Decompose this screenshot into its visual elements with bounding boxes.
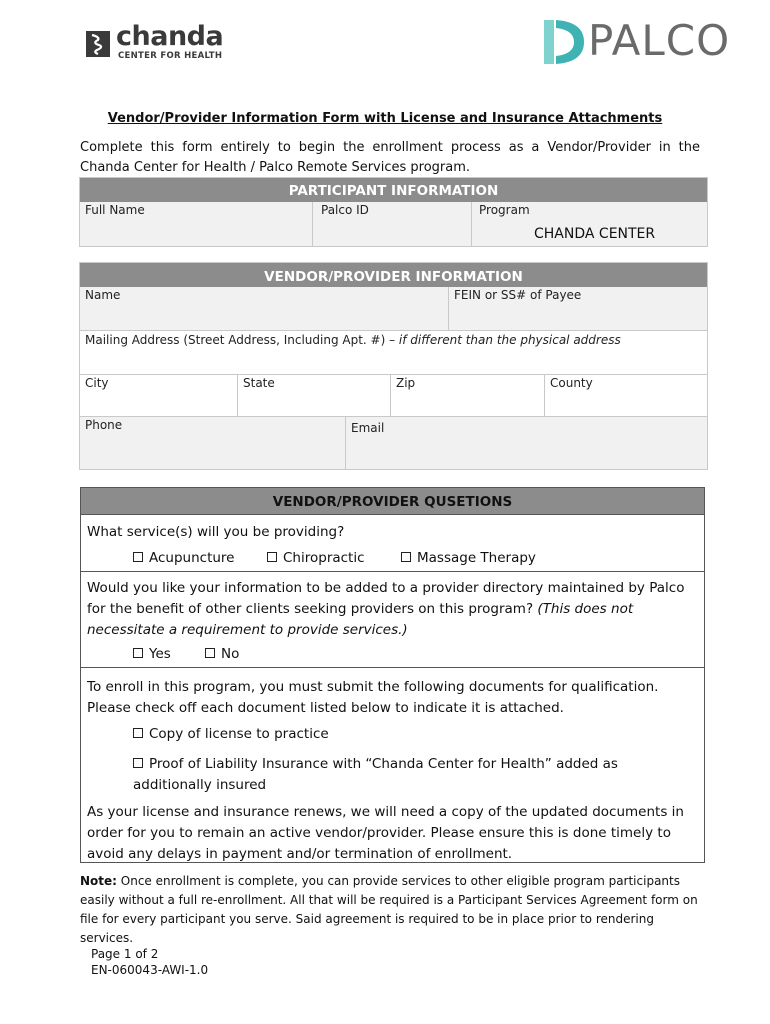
document-code: EN-060043-AWI-1.0 (91, 963, 209, 977)
county-label: County (550, 376, 593, 390)
checkbox-icon (205, 648, 215, 658)
vendor-name-label: Name (85, 288, 121, 302)
vendor-info-header: VENDOR/PROVIDER INFORMATION (80, 263, 707, 287)
chiropractic-checkbox[interactable]: Chiropractic (267, 550, 365, 566)
vendor-questions-header: VENDOR/PROVIDER QUSETIONS (81, 488, 704, 515)
documents-intro: To enroll in this program, you must submit the following documents for qualification. Please check off each document listed below to indicate it is attached. (87, 679, 659, 716)
chanda-spine-icon (86, 31, 110, 57)
palco-logo (540, 16, 740, 68)
city-label: City (85, 376, 109, 390)
palco-id-label: Palco ID (321, 203, 369, 217)
mailing-address-note: if different than the physical address (398, 333, 621, 347)
checkbox-icon (133, 758, 143, 768)
city-field[interactable] (80, 375, 238, 417)
mailing-address-field[interactable] (80, 331, 707, 375)
massage-therapy-checkbox[interactable]: Massage Therapy (401, 550, 536, 566)
vendor-name-field[interactable] (80, 287, 449, 331)
program-field[interactable] (472, 202, 707, 247)
program-label: Program (479, 203, 530, 217)
checkbox-icon (133, 552, 143, 562)
fein-field[interactable] (449, 287, 707, 331)
palco-id-field[interactable] (313, 202, 472, 247)
note-paragraph (80, 872, 706, 948)
vendor-questions-box (80, 487, 705, 863)
full-name-field[interactable] (80, 202, 313, 247)
checkbox-icon (267, 552, 277, 562)
directory-section (81, 571, 704, 668)
directory-no-checkbox[interactable]: No (205, 646, 239, 662)
license-checkbox[interactable]: Copy of license to practice (133, 726, 329, 742)
note-label: Note: (80, 874, 117, 888)
email-label: Email (351, 421, 385, 435)
email-field[interactable] (346, 417, 707, 469)
phone-label: Phone (85, 418, 123, 432)
directory-note: (This does not necessitate a requirement to provide services.) (87, 601, 634, 638)
palco-d-icon (542, 18, 586, 66)
zip-label: Zip (396, 376, 416, 390)
page-number: Page 1 of 2 (91, 947, 159, 961)
insurance-checkbox[interactable]: Proof of Liability Insurance with “Chanda Center for Health” added as additionally insured (133, 756, 618, 793)
note-text: Once enrollment is complete, you can provide services to other eligible program participants easily without a full re-enrollment. All that will be required is a Participant Services Agreement form on file for every participant you serve. Said agreement is required to be in place prior to rendering services. (80, 874, 698, 945)
renewal-text: As your license and insurance renews, we will need a copy of the updated documents in order for you to remain an active vendor/provider. Please ensure this is done timely to avoid any delays in payment and/or termination of enrollment. (87, 804, 684, 862)
state-label: State (243, 376, 275, 390)
zip-field[interactable] (391, 375, 545, 417)
county-field[interactable] (545, 375, 707, 417)
fein-label: FEIN or SS# of Payee (454, 288, 582, 302)
vendor-info-table (79, 262, 708, 470)
palco-logo-word: PALCO (588, 16, 731, 65)
chanda-logo (86, 21, 226, 64)
directory-yes-checkbox[interactable]: Yes (133, 646, 171, 662)
full-name-label: Full Name (85, 203, 145, 217)
services-section (81, 514, 704, 572)
chanda-logo-word: chanda (116, 21, 224, 52)
directory-question: Would you like your information to be added to a provider directory maintained by Palco for the benefit of other clients seeking providers on this program? (This does not necessitate a requirement to provide services.) (87, 580, 685, 638)
phone-field[interactable] (80, 417, 346, 469)
acupuncture-checkbox[interactable]: Acupuncture (133, 550, 235, 566)
participant-info-table (79, 177, 708, 247)
participant-info-header: PARTICIPANT INFORMATION (80, 178, 707, 202)
program-value: CHANDA CENTER (534, 226, 656, 242)
mailing-address-label: Mailing Address (Street Address, Including Apt. #) – if different than the physical address (85, 333, 621, 347)
checkbox-icon (401, 552, 411, 562)
chanda-logo-subtitle: CENTER FOR HEALTH (118, 51, 223, 61)
documents-section (81, 667, 704, 863)
form-title: Vendor/Provider Information Form with License and Insurance Attachments (107, 111, 663, 126)
checkbox-icon (133, 728, 143, 738)
state-field[interactable] (238, 375, 391, 417)
intro-paragraph: Complete this form entirely to begin the enrollment process as a Vendor/Provider in the Chanda Center for Health / Palco Remote Services program. (80, 140, 700, 175)
checkbox-icon (133, 648, 143, 658)
services-question: What service(s) will you be providing? (87, 524, 345, 540)
